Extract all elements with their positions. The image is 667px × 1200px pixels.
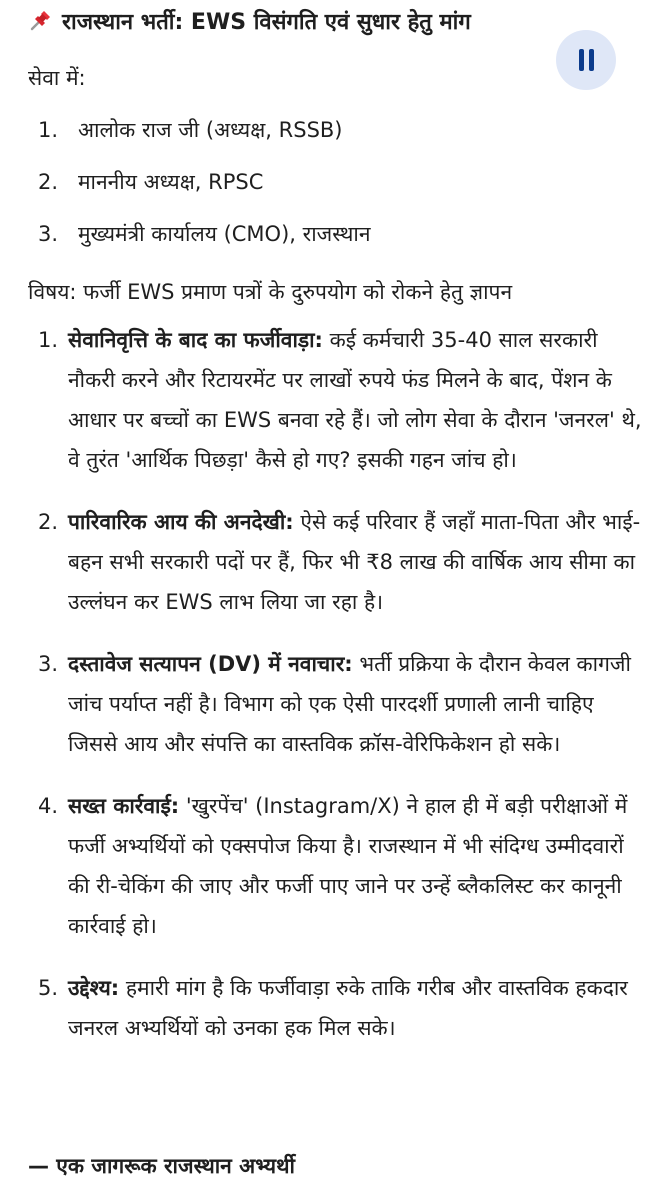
pushpin-icon-graphic (28, 7, 54, 33)
point-title: दस्तावेज सत्यापन (DV) में नवाचार: (68, 652, 353, 676)
recipient-text: माननीय अध्यक्ष, RPSC (78, 170, 264, 194)
recipient-item (38, 104, 641, 156)
list-number: 1. (38, 328, 59, 352)
pushpin-icon (28, 7, 54, 33)
demand-point (38, 968, 643, 1048)
list-number: 2. (38, 510, 59, 534)
list-number: 2. (38, 170, 59, 194)
point-title: पारिवारिक आय की अनदेखी: (68, 510, 294, 534)
point-title: सख्त कार्रवाई: (68, 794, 180, 818)
point-text: भर्ती प्रक्रिया के दौरान केवल कागजी जांच पर्याप्त नहीं है। विभाग को एक ऐसी पारदर्शी प्रणाली लानी चाहिए जिससे आय और संपत्ति का वास्तविक क्रॉस-वेरिफिकेशन हो सके। (68, 652, 631, 756)
demand-point (38, 502, 643, 622)
recipient-text: मुख्यमंत्री कार्यालय (CMO), राजस्थान (78, 222, 371, 246)
list-number: 3. (38, 222, 59, 246)
list-number: 3. (38, 652, 59, 676)
list-number: 1. (38, 118, 59, 142)
point-text: हमारी मांग है कि फर्जीवाड़ा रुके ताकि गरीब और वास्तविक हकदार जनरल अभ्यर्थियों को उनका हक मिल सके। (68, 976, 628, 1040)
list-number: 5. (38, 976, 59, 1000)
signature: — एक जागरूक राजस्थान अभ्यर्थी (28, 1154, 295, 1178)
subject-line: विषय: फर्जी EWS प्रमाण पत्रों के दुरुपयोग को रोकने हेतु ज्ञापन (28, 280, 513, 304)
recipient-item (38, 156, 641, 208)
demand-point (38, 644, 643, 764)
point-text: 'खुरपेंच' (Instagram/X) ने हाल ही में बड़ी परीक्षाओं में फर्जी अभ्यर्थियों को एक्सपोज किया है। राजस्थान में भी संदिग्ध उम्मीदवारों की री-चेकिंग की जाए और फर्जी पाए जाने पर उन्हें ब्लैकलिस्ट कर कानूनी कार्रवाई हो। (68, 794, 628, 938)
recipient-item (38, 208, 641, 260)
demand-points-list (38, 320, 643, 1070)
point-text: ऐसे कई परिवार हैं जहाँ माता-पिता और भाई-बहन सभी सरकारी पदों पर हैं, फिर भी ₹8 लाख की वार्षिक आय सीमा का उल्लंघन कर EWS लाभ लिया जा रहा है। (68, 510, 641, 614)
demand-point (38, 320, 643, 480)
recipient-text: आलोक राज जी (अध्यक्ष, RSSB) (78, 118, 343, 142)
message-title-row (28, 6, 557, 40)
point-title: उद्देश्य: (68, 976, 120, 1000)
recipient-heading: सेवा में: (28, 66, 86, 90)
message-title: राजस्थान भर्ती: EWS विसंगति एवं सुधार हेतु मांग (62, 10, 471, 35)
recipient-list (28, 104, 641, 260)
point-text: कई कर्मचारी 35-40 साल सरकारी नौकरी करने और रिटायरमेंट पर लाखों रुपये फंड मिलने के बाद, पेंशन के आधार पर बच्चों का EWS बनवा रहे हैं। जो लोग सेवा के दौरान 'जनरल' थे, वे तुरंत 'आर्थिक पिछड़ा' कैसे हो गए? इसकी गहन जांच हो। (68, 328, 642, 472)
list-number: 4. (38, 794, 59, 818)
demand-point (38, 786, 643, 946)
point-title: सेवानिवृत्ति के बाद का फर्जीवाड़ा: (68, 328, 323, 352)
recipient-block (28, 52, 641, 260)
